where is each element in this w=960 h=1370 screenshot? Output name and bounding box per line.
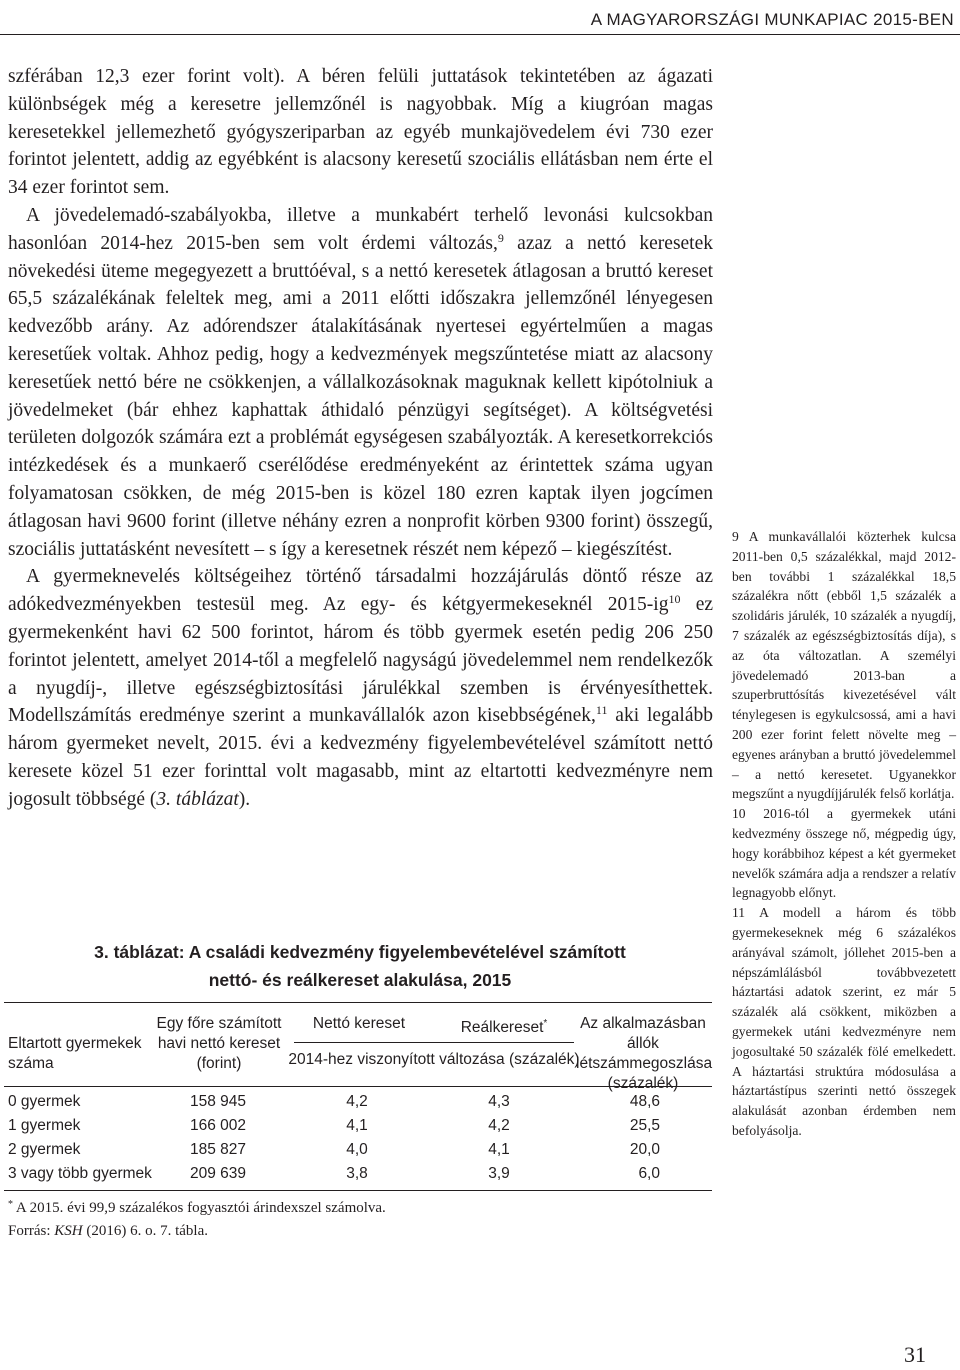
table-top-rule — [4, 1002, 712, 1003]
footnote-ref-9[interactable]: 9 — [497, 230, 504, 245]
paragraph-2 — [8, 202, 713, 563]
paragraph-2-text-a: A jövedelemadó-szabályokba, illetve a munkabért terhelő levonási kulcsokban hasonlóan 2014-hez 2015-ben sem volt érdemi változás, — [8, 204, 713, 254]
row-nominal: 3,8 — [346, 1165, 368, 1182]
header-title: A MAGYARORSZÁGI MUNKAPIAC 2015-BEN — [590, 10, 954, 29]
row-net: 166 002 — [190, 1117, 247, 1134]
row-label: 2 gyermek — [8, 1141, 81, 1158]
row-net: 158 945 — [190, 1093, 247, 1110]
table-note — [8, 1197, 708, 1220]
footnotes-sidebar — [732, 527, 956, 1141]
data-table — [4, 1002, 712, 1192]
footnote-ref-10[interactable]: 10 — [668, 592, 681, 607]
row-employment: 20,0 — [629, 1141, 660, 1158]
row-nominal: 4,2 — [346, 1093, 368, 1110]
source-prefix: Forrás: — [8, 1223, 55, 1239]
table-note-text: A 2015. évi 99,9 százalékos fogyasztói árindexszel számolva. — [13, 1200, 386, 1216]
row-real: 4,3 — [488, 1093, 510, 1110]
footnote-ref-11[interactable]: 11 — [595, 703, 608, 718]
paragraph-3 — [8, 563, 713, 813]
header-children: Eltartott gyermekek száma — [8, 1035, 142, 1072]
row-employment: 25,5 — [629, 1117, 660, 1134]
table-title — [90, 938, 630, 994]
table-notes — [8, 1197, 708, 1243]
row-label: 3 vagy több gyermek — [8, 1165, 152, 1182]
row-net: 185 827 — [190, 1141, 247, 1158]
paragraph-3-text-c: aki legalább három gyermeket nevelt, 2015. évi a kedvezmény figyelembevételével számított nettó keresete közel 51 ezer forinttal volt magasabb, mint az eltartotti kedvezményre nem jogosult többségé ( — [8, 705, 713, 810]
row-real: 4,1 — [488, 1141, 510, 1158]
table-title-line-2: nettó- és reálkereset alakulása, 2015 — [208, 970, 512, 990]
main-text — [8, 63, 713, 814]
table-row — [4, 1114, 712, 1138]
row-nominal: 4,1 — [346, 1117, 368, 1134]
header-nominal: Nettó kereset — [312, 1015, 406, 1032]
footnote-11: 11 A modell a három és több gyermekeseknek még 6 százalékos arányával számolt, jóllehet 2015-ben a népszámlálásból továbbvezetett háztartási adatok szerint, ez már 5 százalék alá csökkent, miközben a gyermekek utáni kedvezményre nem jogosultaké 50 százalék fölé emelkedett. A háztartási struktúra módosulása a háztartástípus szerinti nettó összegek alakulását azonban érdemben nem befolyásolja. — [732, 905, 956, 1138]
row-real: 4,2 — [488, 1117, 510, 1134]
header-span-rule — [294, 1042, 574, 1043]
paragraph-3-text-d: ). — [238, 788, 251, 810]
header-real-label: Reálkereset — [460, 1019, 544, 1037]
paragraph-2-text-b: azaz a nettó keresetek növekedési üteme megegyezett a bruttóéval, s a nettó keresetek átlagosan a bruttó kereset 65,5 százalékának feleltek meg, ami a 2011 előtti időszakra jellemzőnél lényegesen kedvezőbb arány. Az adórendszer átalakításának nyertesei egyértelműen a magas keresetűek voltak. Ahhoz pedig, hogy a kedvezmények megszűntetése miatt az alacsony keresetűek nettó bére ne csökkenjen, a vállalkozásoknak maguknak kellett kipótolniuk a jövedelmeket (bár ehhez kaphattak áthidaló pénzügyi segítséget). A költségvetési területen dolgozók számára ezt a problémát egységesen szabályozták. A keresetkorrekciós intézkedések és a munkaerő cserélődése eredményeként az érintettek száma ugyan folyamatosan csökken, de még 2015-ben is közel 180 ezren kaptak ilyen jogcímen átlagosan havi 9600 forint (illetve néhány ezren a nonprofit körben 9300 forint) összegű, szociális juttatásként nevesített – s így a keresetnek részét nem képező – kiegészítést. — [8, 232, 714, 560]
header-real-mark: * — [543, 1018, 548, 1029]
row-label: 1 gyermek — [8, 1117, 81, 1134]
page-number: 31 — [904, 1342, 926, 1367]
header-real — [444, 1014, 564, 1038]
table-reference[interactable]: 3. táblázat — [156, 788, 239, 810]
running-header — [0, 4, 960, 35]
row-real: 3,9 — [488, 1165, 510, 1182]
table-row — [4, 1162, 712, 1186]
table-row — [4, 1138, 712, 1162]
header-bottom-rule — [4, 1086, 712, 1087]
row-net: 209 639 — [190, 1165, 247, 1182]
footnote-10: 10 2016-tól a gyermekek utáni kedvezmény összege nő, mégpedig úgy, hogy korábbihoz képest a két gyermeket nevelők számára adja a rendszer a relatív legnagyobb előnyt. — [732, 806, 956, 901]
table-note-mark: * — [8, 1199, 13, 1210]
header-change: 2014-hez viszonyított változása (százalék) — [288, 1051, 580, 1068]
row-label: 0 gyermek — [8, 1093, 81, 1110]
footnote-9: 9 A munkavállalói közterhek kulcsa 2011-ben 0,5 százalékkal, majd 2012-ben további 1 százalékkal 18,5 százalékra nőtt (ebből 1,5 százalék a szolidáris járulék, 10 százalék a nyugdíj, 7 százalék az egészségbiztosítás díja), s az óta változatlan. A személyi jövedelemadó 2013-ban a szuperbruttósítás kivezetésével vált ténylegesen is egykulcsossá, ami a havi 200 ezer forint felett növelte meg – egyenes arányban a bruttó jövedelemmel – a nettó keresetet. Ugyanekkor megszűnt a nyugdíjjárulék felső korlátja. — [732, 529, 956, 802]
source-rest: (2016) 6. o. 7. tábla. — [82, 1223, 208, 1239]
table-bottom-rule — [4, 1190, 712, 1191]
row-nominal: 4,0 — [346, 1141, 368, 1158]
table-source — [8, 1220, 708, 1243]
paragraph-1: szférában 12,3 ezer forint volt). A béren felüli juttatások tekintetében az ágazati különbségek még a keresetre jellemzőnél is nagyobbak. Míg a kiugróan magas keresetekkel jellemezhető gyógyszeriparban az egyéb munkajövedelem évi 730 ezer forintot jelentett, addig az egyébként is alacsony keresetű szociális ellátásban nem érte el 34 ezer forintot sem. — [8, 66, 713, 199]
table-title-line-1: 3. táblázat: A családi kedvezmény figyelembevételével számított — [94, 942, 626, 962]
header-net-per-capita: Egy főre számított havi nettó kereset (forint) — [156, 1015, 282, 1072]
row-employment: 6,0 — [638, 1165, 660, 1182]
paragraph-3-text-b: ez gyermekenként havi 62 500 forintot, három és több gyermek esetén pedig 206 250 forintot jelentett, amelyet 2014-től a megfelelő nagyságú jövedelemmel nem rendelkezők a nyugdíj-, illetve egészségbiztosítási járulékkal szemben is érvényesíthettek. Modellszámítás eredménye szerint a munkavállalók azon kisebbségének, — [8, 594, 713, 727]
source-org: KSH — [54, 1223, 83, 1239]
paragraph-3-text-a: A gyermeknevelés költségeihez történő társadalmi hozzájárulás döntő része az adókedvezményekben testesül meg. Az egy- és kétgyermekeseknél 2015-ig — [8, 566, 713, 616]
table-row — [4, 1090, 712, 1114]
row-employment: 48,6 — [629, 1093, 660, 1110]
header-employment: Az alkalmazásban állók létszámmegoszlása (százalék) — [576, 1015, 713, 1092]
